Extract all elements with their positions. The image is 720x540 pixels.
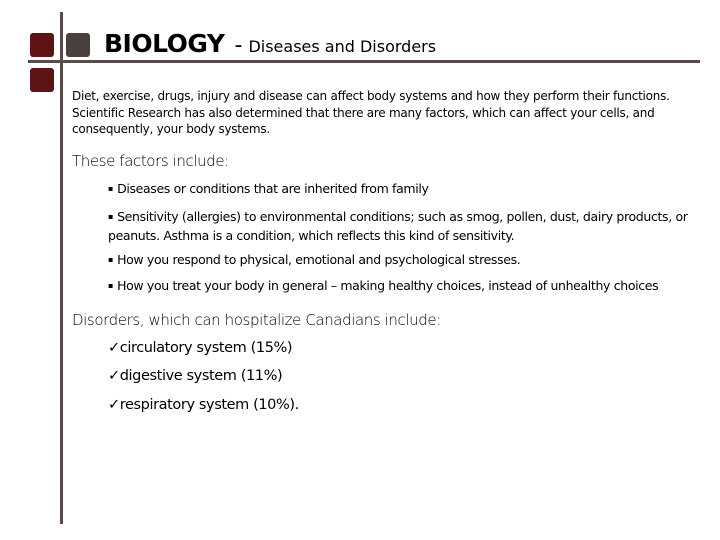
- factor-text: Sensitivity (allergies) to environmental conditions; such as smog, pollen, dust, dairy products, or peanuts. Asthma is a condition, which reflects this kind of sensitivity.: [108, 209, 688, 243]
- title-subtitle: Diseases and Disorders: [248, 37, 437, 56]
- disorder-item: [108, 340, 292, 356]
- title-separator: -: [234, 33, 243, 58]
- intro-paragraph: Diet, exercise, drugs, injury and disease can affect body systems and how they perform their functions. Scientific Research has also determined that there are many factors, which can affect your cells, and consequently, your body systems.: [72, 89, 670, 136]
- disorder-text: circulatory system (15%): [119, 340, 293, 356]
- factor-item: [108, 251, 688, 270]
- bullet-icon: ▪: [108, 212, 114, 221]
- checkmark-icon: ✓: [108, 340, 120, 356]
- deco-square-2: [66, 33, 90, 57]
- disorder-text: respiratory system (10%).: [119, 397, 299, 413]
- disorders-heading: Disorders, which can hospitalize Canadians include:: [72, 311, 441, 329]
- vertical-rule: [60, 12, 63, 524]
- bullet-icon: ▪: [108, 255, 114, 264]
- factor-item: [108, 277, 708, 296]
- factor-item: [108, 208, 688, 244]
- horizontal-rule: [28, 60, 700, 63]
- factors-heading: These factors include:: [72, 152, 229, 170]
- deco-square-3: [30, 68, 54, 92]
- title-main: BIOLOGY: [104, 29, 225, 58]
- checkmark-icon: ✓: [108, 397, 120, 413]
- bullet-icon: ▪: [108, 184, 114, 193]
- factor-text: Diseases or conditions that are inherited from family: [117, 181, 429, 196]
- disorder-item: [108, 368, 282, 384]
- bullet-icon: ▪: [108, 281, 114, 290]
- factor-text: How you treat your body in general – making healthy choices, instead of unhealthy choices: [117, 278, 659, 293]
- deco-square-1: [30, 33, 54, 57]
- disorder-item: [108, 397, 299, 413]
- disorder-text: digestive system (11%): [119, 368, 283, 384]
- factor-item: [108, 180, 688, 199]
- checkmark-icon: ✓: [108, 368, 120, 384]
- page-title: [104, 29, 436, 58]
- factor-text: How you respond to physical, emotional and psychological stresses.: [117, 252, 521, 267]
